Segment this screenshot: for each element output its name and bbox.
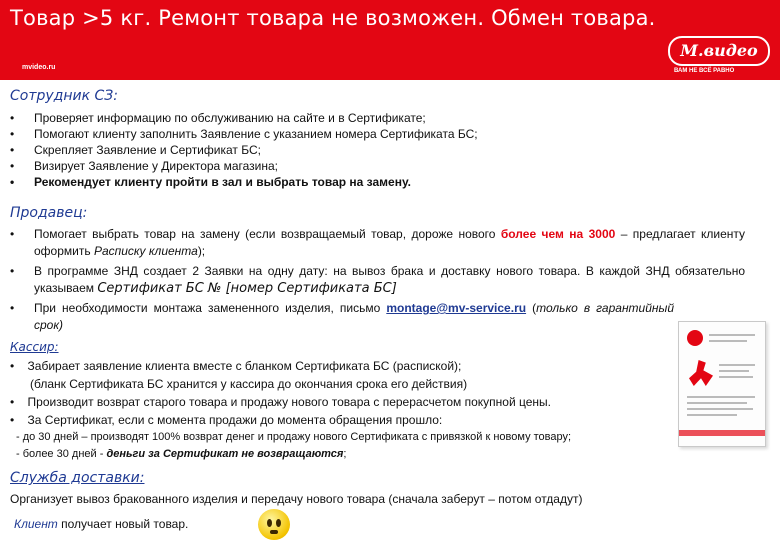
cashier-line: • За Сертификат, если с момента продажи до момента обращения прошло: <box>10 413 443 427</box>
no-refund-note: деньги за Сертификат не возвращаются <box>106 448 344 460</box>
seller-text: При необходимости монтажа замененного изделия, письмо <box>34 301 387 315</box>
certificate-badge-icon <box>687 330 703 346</box>
certificate-thumbnail <box>678 321 766 447</box>
list-item <box>10 263 745 297</box>
staff-list <box>10 110 478 190</box>
cashier-line: • Забирает заявление клиента вместе с бланком Сертификата БС (распиской); <box>10 359 462 373</box>
seller-text: ); <box>197 244 206 258</box>
cashier-line <box>16 448 346 460</box>
brand-logo <box>668 36 768 76</box>
montage-email-link[interactable]: montage@mv-service.ru <box>386 301 527 315</box>
seller-list <box>10 226 745 337</box>
cashier-heading: Кассир: <box>10 340 59 354</box>
staff-heading: Сотрудник СЗ: <box>10 88 118 104</box>
logo-tagline: ВАМ НЕ ВСЁ РАВНО <box>674 68 735 74</box>
cashier-line: (бланк Сертификата БС хранится у кассира до окончания срока его действия) <box>30 377 468 391</box>
seller-text: – предлагает клиенту оформить <box>34 227 746 258</box>
cashier-text: Забирает заявление клиента вместе с бланком Сертификата БС (распиской); <box>27 359 462 373</box>
warranty-note: только в гарантийный срок) <box>34 301 675 332</box>
cashier-text: Производит возврат старого товара и продажу нового товара с перерасчетом покупной цены. <box>27 395 551 409</box>
certificate-strip <box>679 430 765 436</box>
cashier-line: • Производит возврат старого товара и продажу нового товара с перерасчетом покупной цены. <box>10 395 551 409</box>
seller-text: ( <box>526 301 537 315</box>
delivery-text: Организует вывоз бракованного изделия и передачу нового товара (сначала заберут – потом отдадут) <box>10 492 583 506</box>
client-text: получает новый товар. <box>57 517 189 531</box>
smiley-icon <box>258 509 290 540</box>
site-label: mvideo.ru <box>22 64 56 71</box>
list-item: • Визирует Заявление у Директора магазина; <box>10 158 478 174</box>
slide-title: Товар >5 кг. Ремонт товара не возможен. Обмен товара. <box>10 6 656 30</box>
cashier-line: - до 30 дней – производят 100% возврат денег и продажу нового Сертификата с привязкой к новому товару; <box>16 431 572 443</box>
list-item <box>10 300 674 334</box>
header-banner <box>0 0 780 80</box>
list-item: • Скрепляет Заявление и Сертификат БС; <box>10 142 478 158</box>
client-line <box>14 517 188 531</box>
cashier-text: За Сертификат, если с момента продажи до момента обращения прошло: <box>27 413 443 427</box>
list-item: • Проверяет информацию по обслуживанию на сайте и в Сертификате; <box>10 110 478 126</box>
certificate-number-text: Сертификат БС № [номер Сертификата БС] <box>97 281 397 296</box>
list-item <box>10 226 745 260</box>
list-item: • Помогают клиенту заполнить Заявление с указанием номера Сертификата БС; <box>10 126 478 142</box>
delivery-heading: Служба доставки: <box>10 470 145 486</box>
seller-text: В программе ЗНД создает 2 Заявки на одну дату: на вывоз брака и доставку нового товара. В каждой ЗНД обязательно указываем <box>34 264 745 295</box>
seller-text: Помогает выбрать товар на замену (если возвращаемый товар, дороже нового <box>34 227 501 241</box>
seller-heading: Продавец: <box>10 205 88 221</box>
list-item: • Рекомендует клиенту пройти в зал и выбрать товар на замену. <box>10 174 478 190</box>
runner-icon <box>689 360 713 386</box>
cashier-text: ; <box>343 448 347 460</box>
receipt-label: Расписку клиента <box>93 244 198 258</box>
cashier-text: - более 30 дней - <box>16 448 107 460</box>
client-label: Клиент <box>14 517 58 531</box>
logo-text: М.видео <box>668 36 770 66</box>
price-threshold: более чем на 3000 <box>500 227 616 241</box>
